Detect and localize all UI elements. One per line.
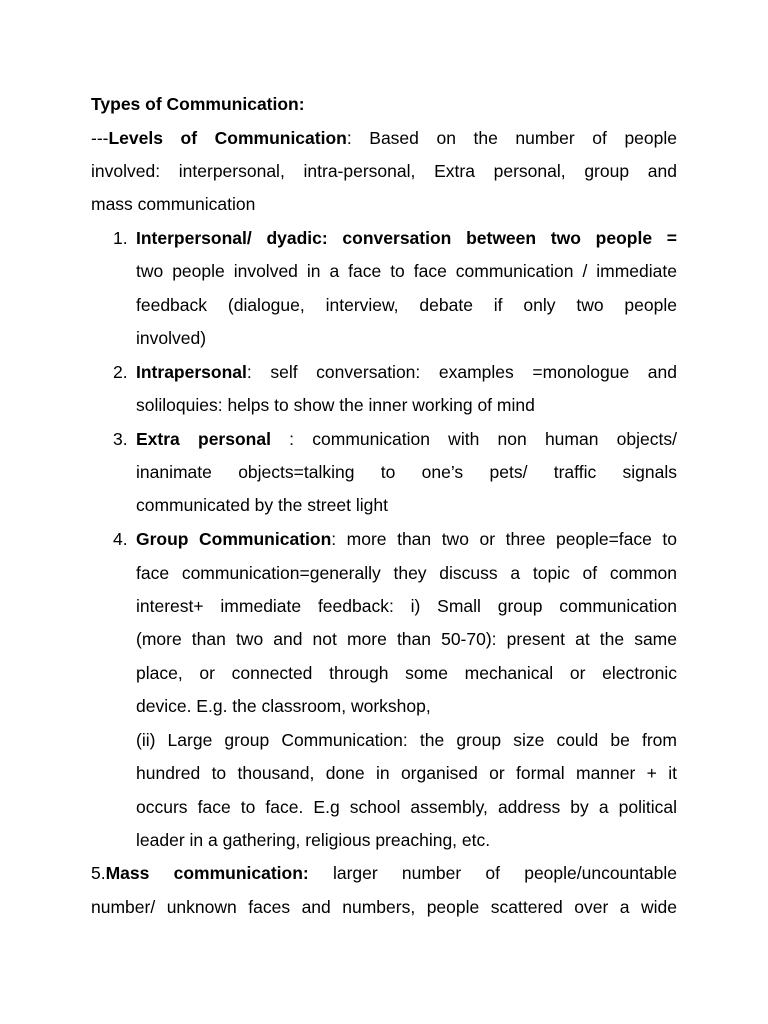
document-title: Types of Communication: <box>91 94 305 114</box>
list-item-4-line-10: leader in a gathering, religious preaching, etc. <box>136 830 491 850</box>
list-item-number-2: 2. <box>113 362 128 382</box>
list-item-3-line-1 <box>136 422 677 456</box>
list-item-number-1: 1. <box>113 228 128 248</box>
list-item-4-line-8: hundred to thousand, done in organised or formal manner + it <box>136 763 677 783</box>
list-item-3-heading: Extra personal <box>136 429 271 449</box>
list-item-4-line-4: (more than two and not more than 50-70): present at the same <box>136 629 677 649</box>
list-item-1-line-3: feedback (dialogue, interview, debate if only two people <box>136 295 677 315</box>
list-item-4-heading: Group Communication <box>136 529 332 549</box>
list-item-4-line-6: device. E.g. the classroom, workshop, <box>136 696 431 716</box>
list-item-2-line-1-rest: : self conversation: examples =monologue and <box>246 362 677 382</box>
list-item-number-5: 5. <box>91 863 106 883</box>
list-item-4-line-3: interest+ immediate feedback: i) Small group communication <box>136 596 677 616</box>
intro-lead: --- <box>91 128 109 148</box>
list-item-4-line-1-rest: : more than two or three people=face to <box>331 529 678 549</box>
list-item-4-line-1 <box>136 522 677 556</box>
list-item-4-line-9: occurs face to face. E.g school assembly, address by a political <box>136 797 677 817</box>
intro-heading: Levels of Communication <box>108 128 347 148</box>
list-item-3-line-2: inanimate objects=talking to one’s pets/ traffic signals <box>136 462 677 482</box>
intro-line-1 <box>91 121 677 155</box>
list-item-2-heading: Intrapersonal <box>136 362 247 382</box>
list-item-4-line-7: (ii) Large group Communication: the group size could be from <box>136 730 677 750</box>
list-item-4-line-5: place, or connected through some mechanical or electronic <box>136 663 677 683</box>
list-item-1-line-2: two people involved in a face to face communication / immediate <box>136 261 677 281</box>
list-item-5-heading-a: Mass <box>105 863 150 883</box>
list-item-5-heading-b: communication: <box>173 863 309 883</box>
list-item-3-line-1-rest: : communication with non human objects/ <box>270 429 677 449</box>
list-item-3-line-3: communicated by the street light <box>136 495 388 515</box>
list-item-1-heading: Interpersonal/ dyadic: conversation between two people = <box>136 228 677 248</box>
list-item-number-3: 3. <box>113 429 128 449</box>
list-item-1-line-4: involved) <box>136 328 207 348</box>
list-item-5-line-1 <box>91 856 677 890</box>
list-item-4-line-2: face communication=generally they discuss a topic of common <box>136 563 677 583</box>
list-item-2-line-1 <box>136 355 677 389</box>
list-item-5-line-1-rest: larger number of people/uncountable <box>332 863 677 883</box>
list-item-5-line-2: number/ unknown faces and numbers, people scattered over a wide <box>91 897 677 917</box>
intro-line-2: involved: interpersonal, intra-personal, Extra personal, group and <box>91 161 677 181</box>
intro-line-1-rest: : Based on the number of people <box>346 128 677 148</box>
list-item-2-line-2: soliloquies: helps to show the inner working of mind <box>136 395 535 415</box>
intro-line-3: mass communication <box>91 194 256 214</box>
list-item-number-4: 4. <box>113 529 128 549</box>
